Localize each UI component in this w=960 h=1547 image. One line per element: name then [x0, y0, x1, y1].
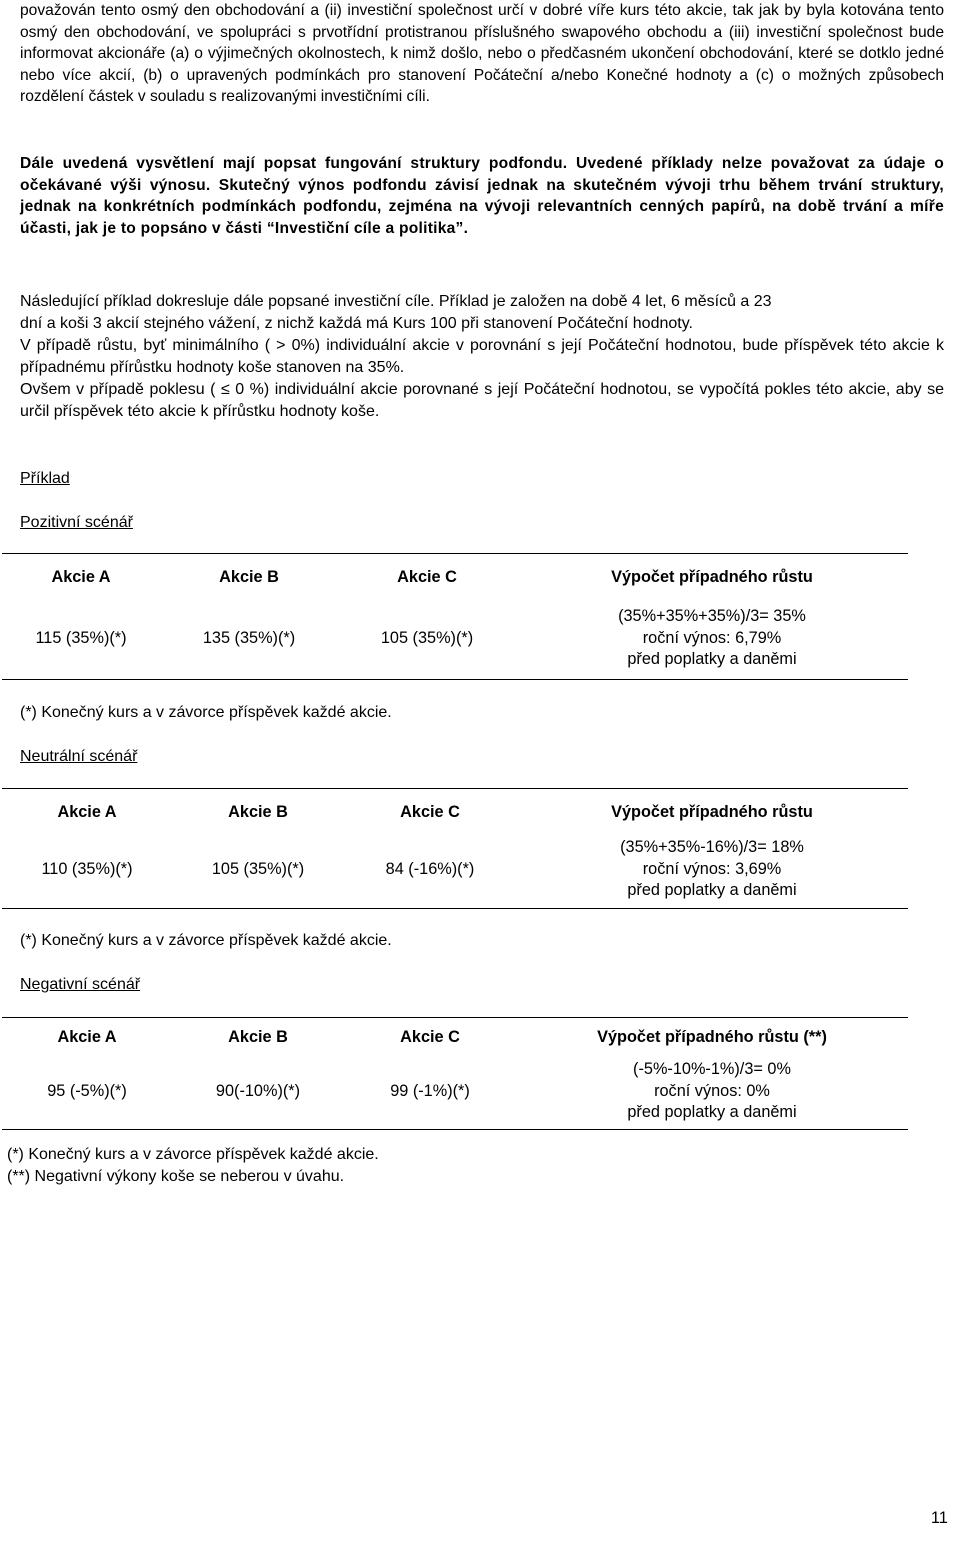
example-heading: Příklad — [20, 470, 70, 487]
header-akcie-a: Akcie A — [57, 803, 117, 822]
annual-yield: roční výnos: 6,79% — [642, 628, 782, 647]
table-row — [2, 1054, 908, 1130]
calculation-formula: (35%+35%-16%)/3= 18% — [620, 838, 804, 856]
decline-suffix: 0 %) individuální akcie porovnané s její Počáteční hodnotou, se vypočítá pokles této akcie, aby se určil příspěvek této akcie k přírůstku hodnoty koše. — [20, 381, 945, 420]
positive-scenario-footnote: (*) Konečný kurs a v závorce příspěvek každé akcie. — [20, 704, 392, 721]
negative-scenario-table — [2, 1017, 908, 1130]
negative-scenario-footnote-2: (**) Negativní výkony koše se neberou v úvahu. — [7, 1168, 345, 1185]
intro-paragraph: považován tento osmý den obchodování a (ii) investiční společnost určí v dobré víře kurs této akcie, tak jak by byla kotována tento osmý den obchodování, ve spolupráci s prvotřídní protistranou příslušného swapového obchodu a (iii) investiční společnost bude informovat akcionáře (a) o výjimečných okolnostech, k nimž došlo, nebo o předčasném ukončení obchodování, které se dotklo jedné nebo více akcií, (b) o upravených podmínkách pro stanovení Počáteční a/nebo Konečné hodnoty a (c) o možných způsobech rozdělení částek v souladu s realizovanými investičními cíli. — [20, 2, 944, 105]
header-akcie-b: Akcie B — [228, 803, 288, 822]
positive-scenario-title: Pozitivní scénář — [20, 514, 133, 531]
table-header-row — [2, 1018, 908, 1054]
header-akcie-c: Akcie C — [397, 568, 457, 587]
value-akcie-a: 110 (35%)(*) — [41, 859, 133, 878]
value-akcie-a: 115 (35%)(*) — [35, 628, 127, 647]
value-akcie-c: 84 (-16%)(*) — [385, 859, 475, 878]
decline-rule-paragraph — [20, 379, 944, 422]
calculation-formula: (35%+35%+35%)/3= 35% — [618, 607, 806, 625]
value-akcie-b: 90(-10%)(*) — [215, 1081, 301, 1100]
neutral-scenario-footnote: (*) Konečný kurs a v závorce příspěvek každé akcie. — [20, 932, 392, 949]
negative-scenario-footnote-1: (*) Konečný kurs a v závorce příspěvek každé akcie. — [7, 1146, 379, 1163]
value-akcie-b: 105 (35%)(*) — [211, 859, 305, 878]
calculation-cell — [516, 598, 908, 680]
example-intro-line-1: Následující příklad dokresluje dále popsané investiční cíle. Příklad je založen na době 4 let, 6 měsíců a 23 — [20, 293, 772, 310]
disclaimer-paragraph: Dále uvedená vysvětlení mají popsat fungování struktury podfondu. Uvedené příklady nelze považovat za údaje o očekávané výši výnosu. Skutečný výnos podfondu závisí jednak na skutečném vývoji trhu během trvání struktury, jednak na konkrétních podmínkách podfondu, zejména na vývoji relevantních cenných papírů, na době trvání a míře účasti, jak je to popsáno v části “Investiční cíle a politika”. — [20, 155, 944, 237]
table-header-row — [2, 554, 908, 598]
annual-yield: roční výnos: 0% — [654, 1081, 770, 1100]
before-fees-note: před poplatky a daněmi — [627, 650, 797, 668]
value-akcie-c: 105 (35%)(*) — [380, 628, 474, 647]
header-akcie-a: Akcie A — [57, 1027, 117, 1046]
page-number: 11 — [930, 1509, 948, 1527]
header-akcie-b: Akcie B — [228, 1027, 288, 1046]
header-akcie-c: Akcie C — [400, 1027, 460, 1046]
table-row — [2, 831, 908, 909]
header-calculation: Výpočet případného růstu — [611, 568, 813, 587]
example-intro-line-2: dní a koši 3 akcií stejného vážení, z nichž každá má Kurs 100 při stanovení Počáteční hodnoty. — [20, 315, 693, 332]
value-akcie-b: 135 (35%)(*) — [202, 628, 296, 647]
table-row — [2, 598, 908, 680]
header-akcie-c: Akcie C — [400, 803, 460, 822]
growth-rule-paragraph: V případě růstu, byť minimálního ( > 0%) individuální akcie v porovnání s její Počáteční hodnotou, bude příspěvek této akcie k případnému přírůstku hodnoty koše stanoven na 35%. — [20, 337, 944, 376]
neutral-scenario-title: Neutrální scénář — [20, 748, 138, 765]
value-akcie-c: 99 (-1%)(*) — [390, 1081, 470, 1100]
calculation-cell — [516, 1054, 908, 1130]
annual-yield: roční výnos: 3,69% — [642, 859, 782, 878]
before-fees-note: před poplatky a daněmi — [627, 1103, 797, 1121]
calculation-cell — [516, 831, 908, 909]
less-or-equal-symbol: ≤ — [220, 381, 230, 398]
header-calculation: Výpočet případného růstu (**) — [597, 1027, 827, 1046]
negative-scenario-title: Negativní scénář — [20, 976, 141, 993]
neutral-scenario-table — [2, 788, 908, 909]
header-calculation: Výpočet případného růstu — [611, 803, 813, 822]
calculation-formula: (-5%-10%-1%)/3= 0% — [633, 1060, 791, 1078]
header-akcie-b: Akcie B — [219, 568, 279, 587]
positive-scenario-table — [2, 553, 908, 680]
table-header-row — [2, 789, 908, 831]
header-akcie-a: Akcie A — [51, 568, 111, 587]
decline-prefix: Ovšem v případě poklesu ( — [20, 381, 221, 398]
value-akcie-a: 95 (-5%)(*) — [47, 1081, 127, 1100]
before-fees-note: před poplatky a daněmi — [627, 881, 797, 899]
